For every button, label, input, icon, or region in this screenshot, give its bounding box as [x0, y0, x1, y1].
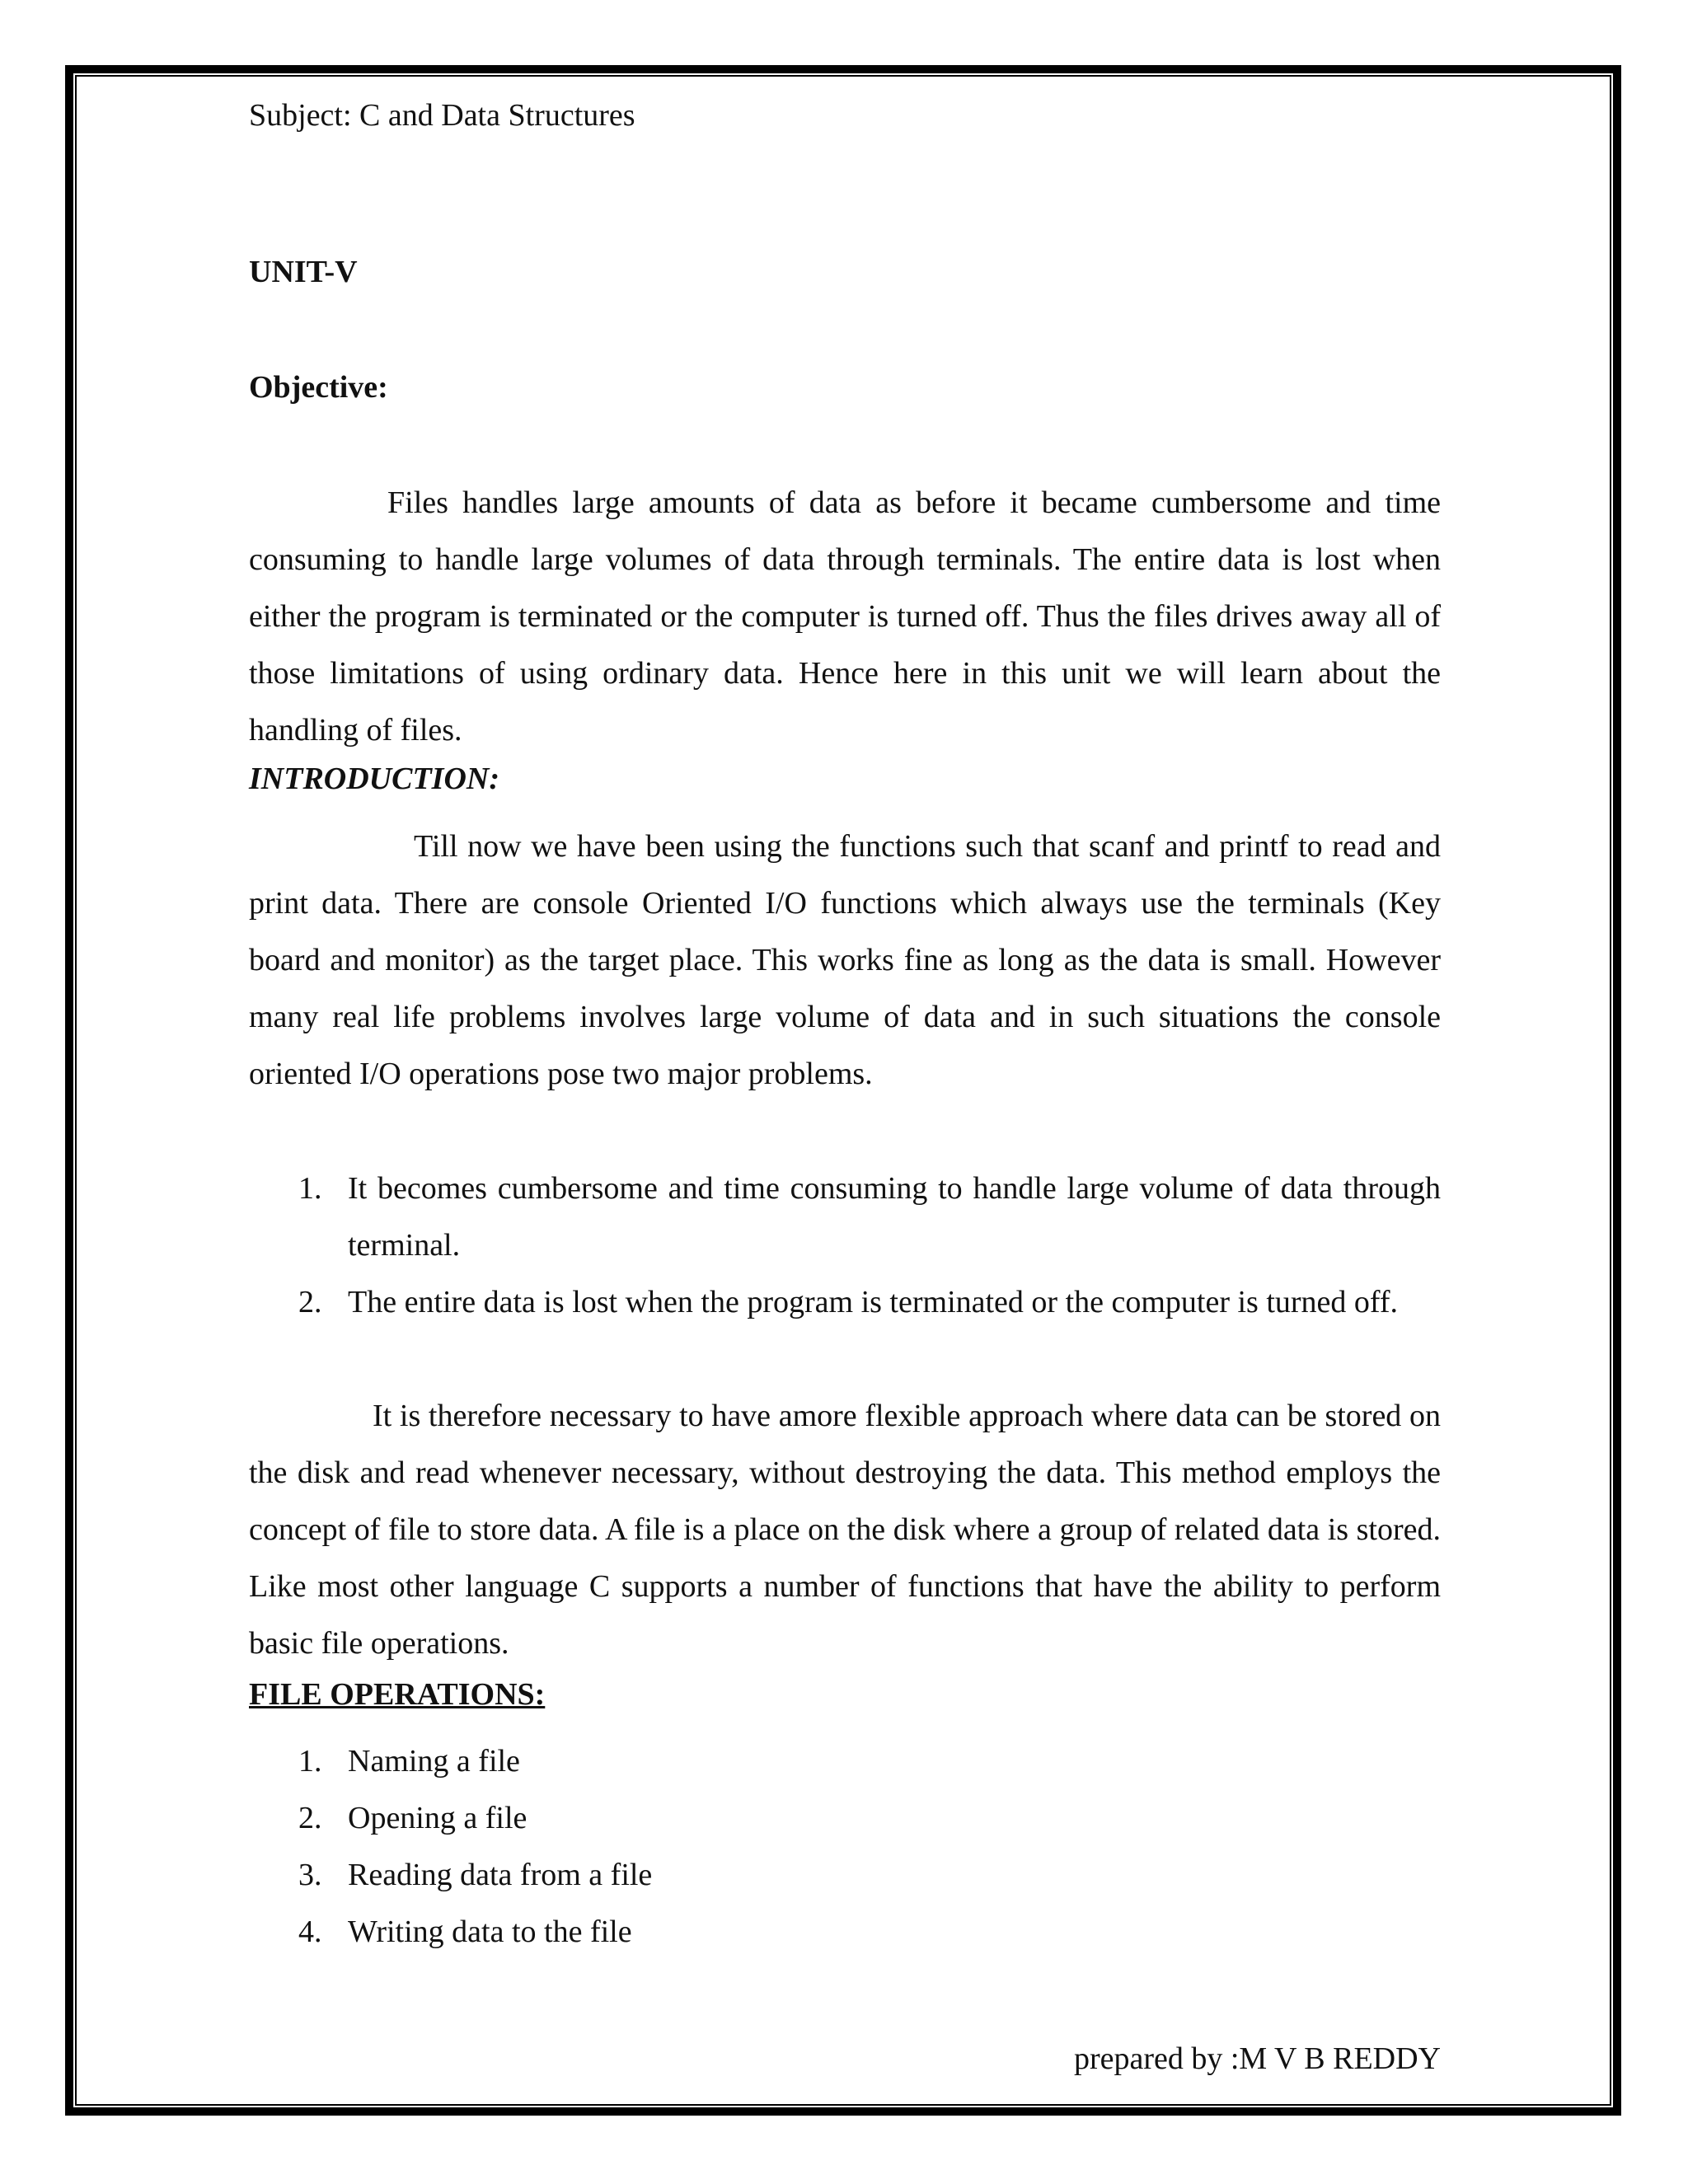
objective-heading: Objective:	[249, 370, 388, 405]
list-item-text: Reading data from a file	[348, 1858, 653, 1892]
file-operations-heading: FILE OPERATIONS:	[249, 1677, 546, 1712]
list-item	[249, 1790, 1441, 1847]
problems-list	[249, 1160, 1441, 1331]
prepared-by-footer: prepared by :M V B REDDY	[1073, 2041, 1441, 2076]
list-item-text: Writing data to the file	[348, 1915, 632, 1949]
list-item-text: It becomes cumbersome and time consuming to handle large volume of data through terminal.	[348, 1171, 1441, 1263]
list-item-number: 3.	[298, 1858, 322, 1892]
list-item	[249, 1733, 1441, 1790]
list-item-text: Opening a file	[348, 1801, 528, 1835]
introduction-heading: INTRODUCTION:	[249, 762, 499, 796]
unit-title: UNIT-V	[249, 255, 358, 289]
conclusion-paragraph: It is therefore necessary to have amore flexible approach where data can be stored on the disk and read whenever necessary, without destroying the data. This method employs the concept of file to store data. A file is a place on the disk where a group of related data is stored. Like most other language C supports a number of functions that have the ability to perform basic file operations.	[249, 1399, 1441, 1661]
list-item-number: 2.	[298, 1801, 322, 1835]
list-item-number: 2.	[298, 1285, 322, 1319]
list-item-number: 4.	[298, 1915, 322, 1949]
list-item	[249, 1274, 1441, 1331]
subject-line: Subject: C and Data Structures	[249, 98, 635, 133]
list-item-text: The entire data is lost when the program is terminated or the computer is turned off.	[348, 1285, 1399, 1319]
list-item-number: 1.	[298, 1171, 322, 1206]
list-item-number: 1.	[298, 1744, 322, 1779]
list-item	[249, 1847, 1441, 1904]
introduction-paragraph: Till now we have been using the functions such that scanf and printf to read and print data. There are console Oriented I/O functions which always use the terminals (Key board and monitor) as the target place. This works fine as long as the data is small. However many real life problems involves large volume of data and in such situations the console oriented I/O operations pose two major problems.	[249, 829, 1441, 1091]
file-operations-list	[249, 1733, 1441, 1961]
list-item-text: Naming a file	[348, 1744, 520, 1779]
objective-paragraph: Files handles large amounts of data as before it became cumbersome and time consuming to handle large volumes of data through terminals. The entire data is lost when either the program is terminated or the computer is turned off. Thus the files drives away all of those limitations of using ordinary data. Hence here in this unit we will learn about the handling of files.	[249, 485, 1441, 748]
list-item	[249, 1904, 1441, 1961]
list-item	[249, 1160, 1441, 1274]
